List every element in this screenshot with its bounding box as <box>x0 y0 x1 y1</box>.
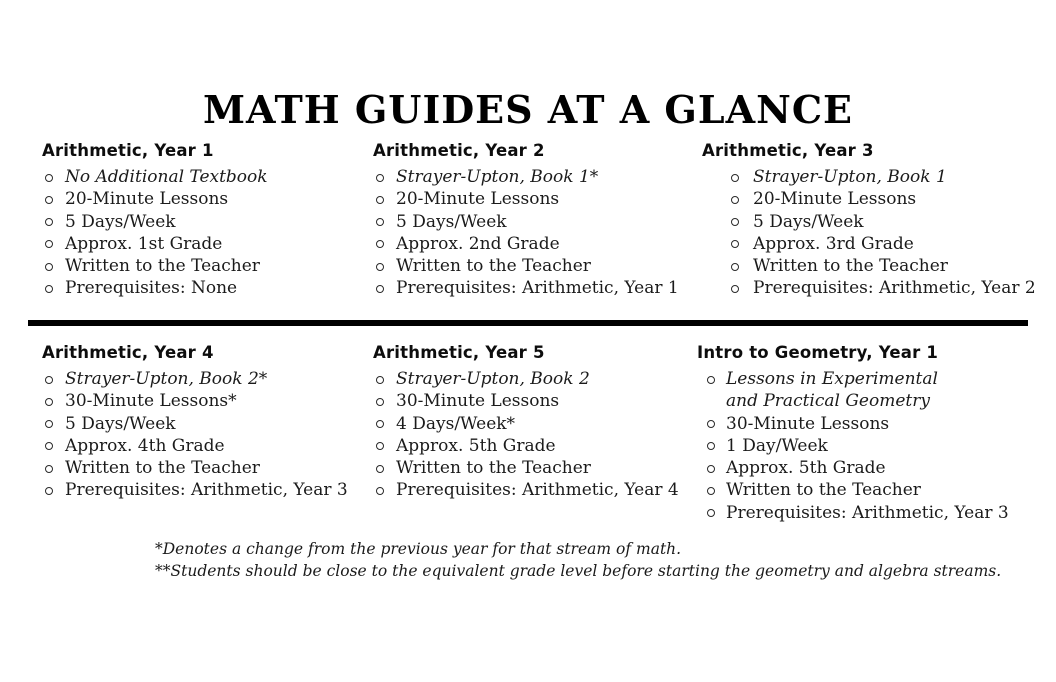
list-item: Approx. 5th Grade <box>373 435 708 457</box>
bullet-circle-icon <box>376 218 384 226</box>
bullet-circle-icon <box>376 420 384 428</box>
bullet-circle-icon <box>45 376 53 384</box>
section-heading: Arithmetic, Year 3 <box>702 141 874 160</box>
section-list <box>702 166 1037 300</box>
list-item: 5 Days/Week <box>702 211 1037 233</box>
section-list <box>697 368 1032 524</box>
list-item: 5 Days/Week <box>42 413 377 435</box>
section-list <box>42 368 377 502</box>
list-item: Strayer-Upton, Book 2* <box>42 368 377 390</box>
bullet-circle-icon <box>731 218 739 226</box>
horizontal-divider-rule <box>28 320 1028 326</box>
list-item: Prerequisites: Arithmetic, Year 1 <box>373 277 708 299</box>
bullet-circle-icon <box>707 487 715 495</box>
section-heading: Intro to Geometry, Year 1 <box>697 343 939 362</box>
bullet-circle-icon <box>731 174 739 182</box>
bullet-circle-icon <box>707 509 715 517</box>
list-item: 30-Minute Lessons <box>697 413 1032 435</box>
bullet-circle-icon <box>376 240 384 248</box>
list-item: 5 Days/Week <box>373 211 708 233</box>
list-item: Prerequisites: Arithmetic, Year 2 <box>702 277 1037 299</box>
list-item: Written to the Teacher <box>42 255 377 277</box>
list-item: 20-Minute Lessons <box>42 188 377 210</box>
section-arithmetic-year-3 <box>702 141 1037 300</box>
list-item: Prerequisites: Arithmetic, Year 4 <box>373 479 708 501</box>
section-list <box>373 368 708 502</box>
section-arithmetic-year-4 <box>42 343 377 502</box>
list-item: Lessons in Experimental and Practical Geometry <box>697 368 963 413</box>
bullet-circle-icon <box>376 398 384 406</box>
list-item: 5 Days/Week <box>42 211 377 233</box>
list-item: Written to the Teacher <box>373 255 708 277</box>
bullet-circle-icon <box>376 285 384 293</box>
list-item: Written to the Teacher <box>42 457 377 479</box>
section-list <box>42 166 377 300</box>
bullet-circle-icon <box>731 263 739 271</box>
bullet-circle-icon <box>45 240 53 248</box>
section-arithmetic-year-1 <box>42 141 377 300</box>
bullet-circle-icon <box>376 263 384 271</box>
list-item: 30-Minute Lessons <box>373 390 708 412</box>
bullet-circle-icon <box>45 398 53 406</box>
section-heading: Arithmetic, Year 4 <box>42 343 214 362</box>
bullet-circle-icon <box>376 442 384 450</box>
section-arithmetic-year-5 <box>373 343 708 502</box>
list-item: 4 Days/Week* <box>373 413 708 435</box>
list-item: 20-Minute Lessons <box>373 188 708 210</box>
list-item: 30-Minute Lessons* <box>42 390 377 412</box>
footnote-line: **Students should be close to the equivalent grade level before starting the geometry and algebra streams. <box>155 562 1002 580</box>
list-item: Strayer-Upton, Book 1* <box>373 166 708 188</box>
list-item: Prerequisites: None <box>42 277 377 299</box>
list-item: Written to the Teacher <box>697 479 1032 501</box>
bullet-circle-icon <box>376 376 384 384</box>
bullet-circle-icon <box>707 420 715 428</box>
bullet-circle-icon <box>376 465 384 473</box>
bullet-circle-icon <box>731 285 739 293</box>
bullet-circle-icon <box>45 218 53 226</box>
bullet-circle-icon <box>707 442 715 450</box>
list-item: Strayer-Upton, Book 1 <box>702 166 1037 188</box>
bullet-circle-icon <box>45 487 53 495</box>
bullet-circle-icon <box>45 196 53 204</box>
bullet-circle-icon <box>45 442 53 450</box>
list-item: 20-Minute Lessons <box>702 188 1037 210</box>
footnotes <box>155 538 1001 582</box>
bullet-circle-icon <box>45 420 53 428</box>
list-item: Written to the Teacher <box>373 457 708 479</box>
section-heading: Arithmetic, Year 1 <box>42 141 214 160</box>
list-item: Approx. 3rd Grade <box>702 233 1037 255</box>
list-item: No Additional Textbook <box>42 166 377 188</box>
bullet-circle-icon <box>45 465 53 473</box>
bullet-circle-icon <box>45 174 53 182</box>
list-item: Prerequisites: Arithmetic, Year 3 <box>42 479 377 501</box>
section-list <box>373 166 708 300</box>
bullet-circle-icon <box>376 174 384 182</box>
bullet-circle-icon <box>45 285 53 293</box>
bullet-circle-icon <box>45 263 53 271</box>
bullet-circle-icon <box>376 487 384 495</box>
bullet-circle-icon <box>376 196 384 204</box>
list-item: Approx. 4th Grade <box>42 435 377 457</box>
list-item: Approx. 1st Grade <box>42 233 377 255</box>
list-item: Written to the Teacher <box>702 255 1037 277</box>
bullet-circle-icon <box>707 376 715 384</box>
footnote-line: *Denotes a change from the previous year for that stream of math. <box>155 540 682 558</box>
list-item: 1 Day/Week <box>697 435 1032 457</box>
section-heading: Arithmetic, Year 2 <box>373 141 545 160</box>
section-heading: Arithmetic, Year 5 <box>373 343 545 362</box>
list-item: Strayer-Upton, Book 2 <box>373 368 708 390</box>
bullet-circle-icon <box>731 240 739 248</box>
list-item: Approx. 2nd Grade <box>373 233 708 255</box>
section-intro-to-geometry-year-1 <box>697 343 1032 524</box>
list-item: Prerequisites: Arithmetic, Year 3 <box>697 502 1032 524</box>
bullet-circle-icon <box>707 465 715 473</box>
section-arithmetic-year-2 <box>373 141 708 300</box>
bullet-circle-icon <box>731 196 739 204</box>
page-title: MATH GUIDES AT A GLANCE <box>202 87 854 133</box>
list-item: Approx. 5th Grade <box>697 457 1032 479</box>
